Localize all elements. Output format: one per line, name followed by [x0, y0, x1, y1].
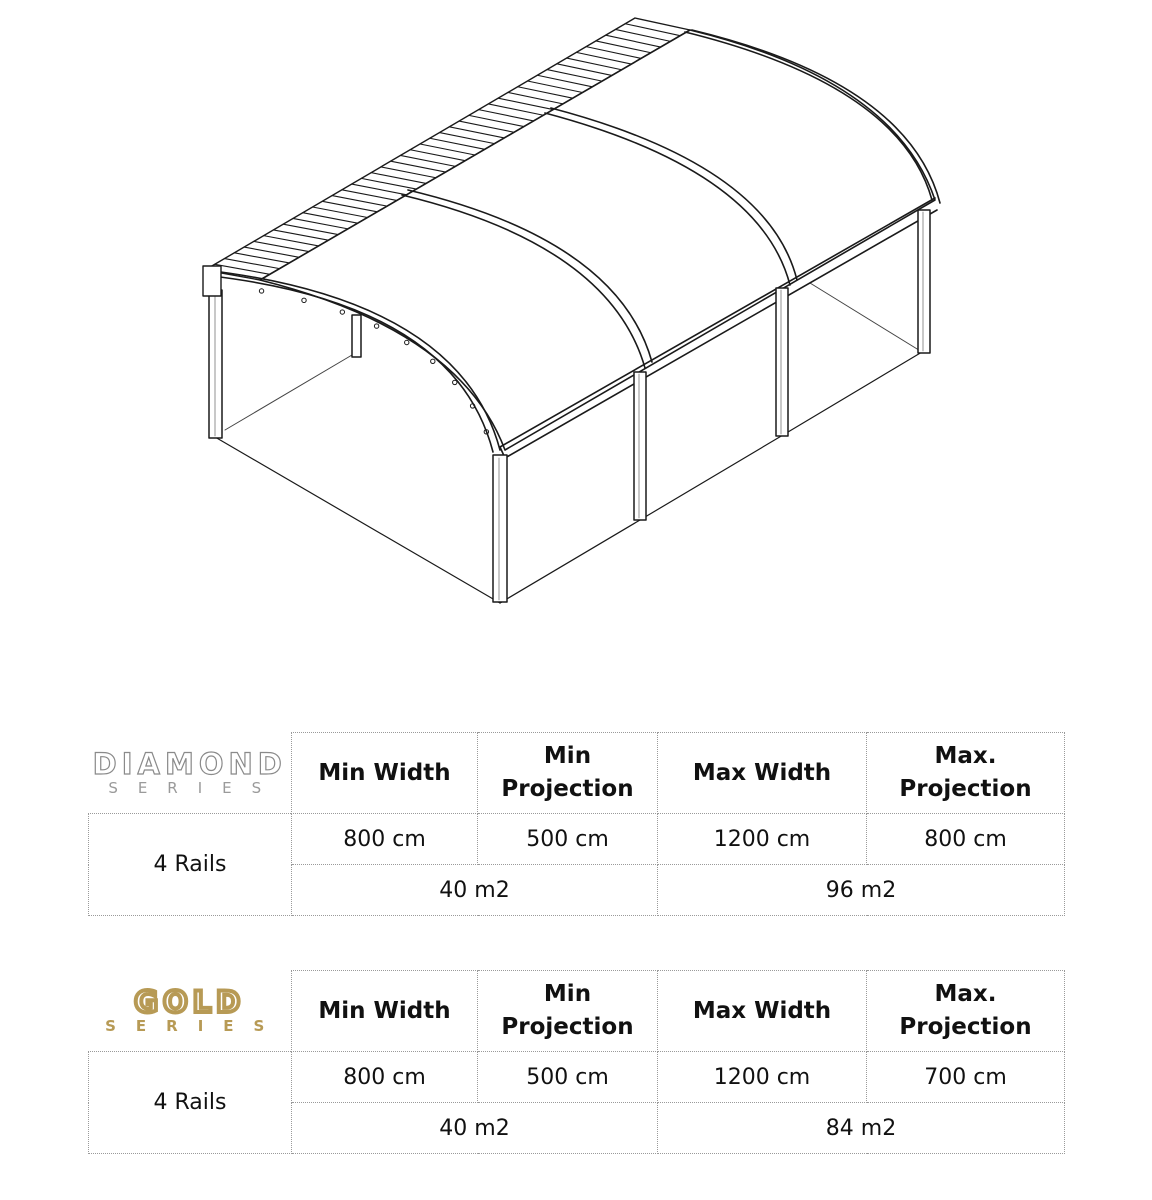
logo-name: GOLD: [134, 984, 246, 1019]
roller: [374, 324, 378, 328]
min-width-value: 800 cm: [292, 1052, 478, 1103]
header-min-projection: Min Projection: [478, 733, 658, 814]
min-width-value: 800 cm: [292, 814, 478, 865]
row-label: 4 Rails: [89, 1052, 292, 1154]
roller: [302, 298, 306, 302]
curved-roof: [260, 30, 935, 450]
min-projection-value: 500 cm: [478, 1052, 658, 1103]
roller: [453, 380, 457, 384]
max-area-value: 96 m2: [658, 865, 1065, 916]
roller: [259, 289, 263, 293]
max-projection-value: 700 cm: [867, 1052, 1065, 1103]
min-projection-value: 500 cm: [478, 814, 658, 865]
logo-sub: SERIES: [105, 1016, 285, 1035]
max-width-value: 1200 cm: [658, 1052, 867, 1103]
roller: [431, 359, 435, 363]
row-label: 4 Rails: [89, 814, 292, 916]
gold-series-logo: [89, 971, 292, 1052]
header-min-width: Min Width: [292, 733, 478, 814]
max-area-value: 84 m2: [658, 1103, 1065, 1154]
roller: [405, 340, 409, 344]
header-max-projection: Max. Projection: [867, 733, 1065, 814]
header-min-projection: Min Projection: [478, 971, 658, 1052]
max-projection-value: 800 cm: [867, 814, 1065, 865]
pergola-illustration: [190, 14, 950, 614]
header-max-width: Max Width: [658, 733, 867, 814]
header-max-projection: Max. Projection: [867, 971, 1065, 1052]
logo-sub: SERIES: [108, 778, 282, 797]
diamond-spec-table: [88, 732, 1064, 916]
diamond-series-logo: [89, 733, 292, 814]
gold-spec-table: [88, 970, 1064, 1154]
header-min-width: Min Width: [292, 971, 478, 1052]
max-width-value: 1200 cm: [658, 814, 867, 865]
min-area-value: 40 m2: [292, 865, 658, 916]
roller: [340, 310, 344, 314]
logo-name: DIAMOND: [92, 746, 287, 781]
min-area-value: 40 m2: [292, 1103, 658, 1154]
header-max-width: Max Width: [658, 971, 867, 1052]
